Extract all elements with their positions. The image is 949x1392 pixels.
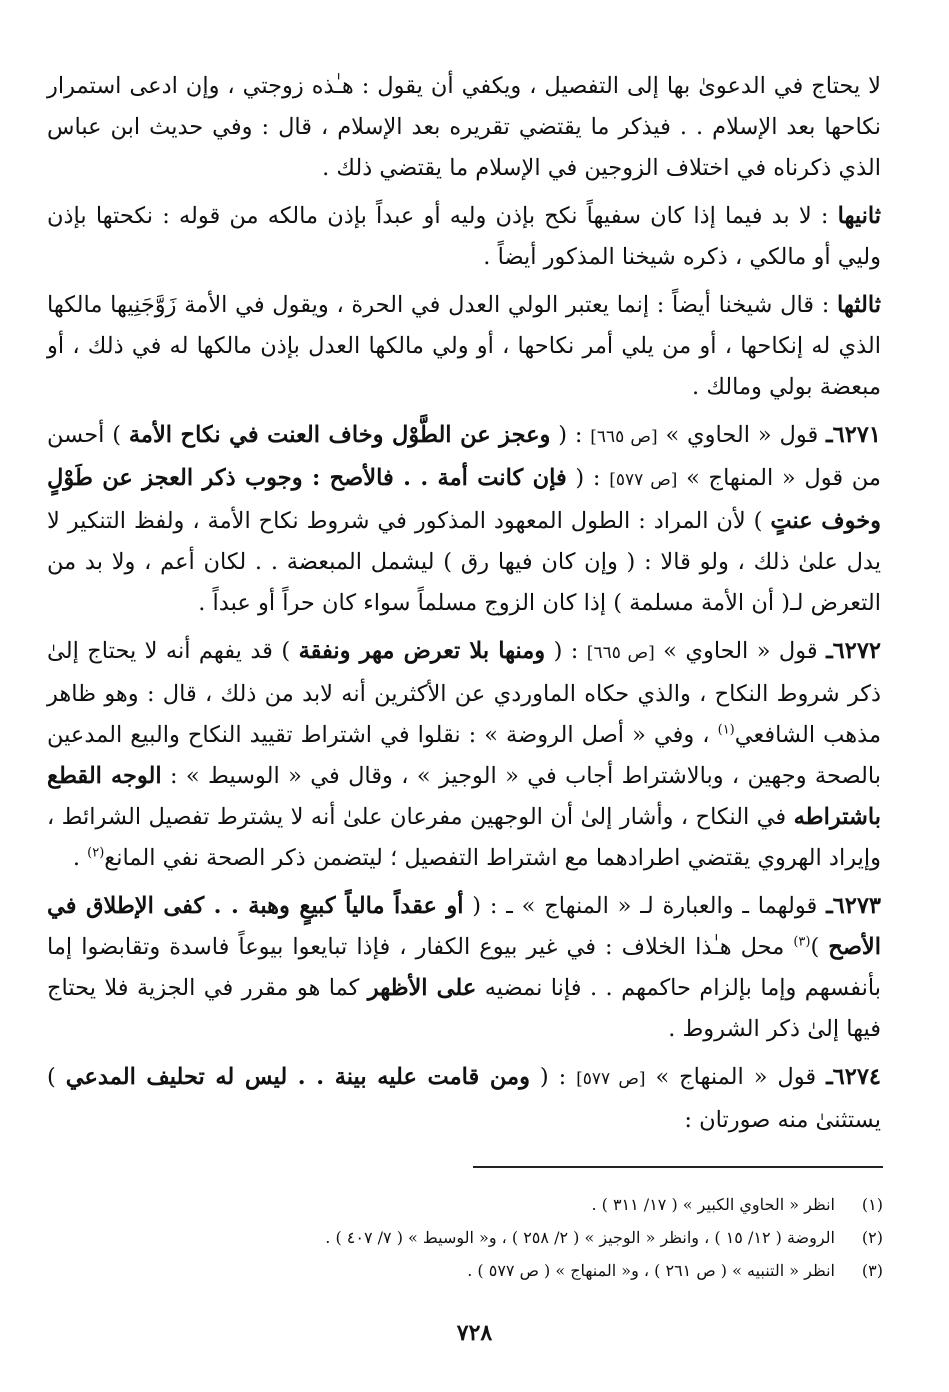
paragraph-6273 (47, 886, 881, 1050)
page-reference: [ص ٥٧٧] (609, 470, 678, 490)
page-reference: [ص ٥٧٧] (576, 1069, 646, 1089)
paragraph-text: : قال شيخنا أيضاً : إنما يعتبر الولي العدل في الحرة ، ويقول في الأمة زَوَّجَنِيها مالكها الذي له إنكاحها ، أو من يلي أمر نكاحها ، أو ولي مالكها العدل بإذن مالكها له في ذلك ، أو مبعضة بولي ومالك . (47, 292, 881, 400)
footnote-number: (٢) (861, 1228, 883, 1247)
quoted-text: على الأظهر (367, 975, 477, 1001)
quoted-text: وعجز عن الطَّوْل وخاف العنت في نكاح الأمة (128, 422, 551, 448)
text-run: قول « الحاوي » (657, 422, 827, 448)
footnote-marker[interactable]: (٢) (87, 845, 105, 861)
paragraph-intro (47, 66, 881, 189)
quoted-text: أو عقداً مالياً كبيعٍ وهبة . . كفى الإطلاق في الأصح (47, 893, 882, 960)
text-run: : ( (566, 465, 610, 491)
footnotes (49, 1188, 883, 1287)
main-text (47, 66, 881, 1148)
text-run: : ( (545, 638, 587, 664)
paragraph-third (47, 285, 881, 408)
footnote-item (49, 1221, 883, 1254)
paragraph-text: : لا بد فيما إذا كان سفيهاً نكح بإذن وليه أو عبداً بإذن مالكه من قوله : نكحتها بإذن وليي أو مالكي ، ذكره شيخنا المذكور أيضاً . (47, 203, 881, 270)
text-run: ) لأن المراد : الطول المعهود المذكور في شروط نكاح الأمة ، ولفظ التنكير لا يدل علىٰ ذلك ، ولو قالا : ( وإن كان فيها رق ) ليشمل المبعضة . . لكان أعم ، ولا بد من التعرض لـ( أن الأمة مسلمة ) إذا كان الزوج مسلماً سواء كان حراً أو عبداً . (47, 508, 881, 616)
quoted-text: ومنها بلا تعرض مهر ونفقة (298, 638, 546, 664)
text-run: ) أحسن من قول « المنهاج » (47, 422, 881, 491)
footnote-text: الروضة ( ١٢/ ١٥ ) ، وانظر « الوجيز » ( ٢/ ٢٥٨ ) ، و« الوسيط » ( ٧/ ٤٠٧ ) . (325, 1228, 835, 1247)
text-run: . (72, 845, 88, 871)
paragraph-text: لا يحتاج في الدعوىٰ بها إلى التفصيل ، ويكفي أن يقول : هـٰذه زوجتي ، وإن ادعى استمرار نكاحها بعد الإسلام . . فيذكر ما يقتضي تقريره بعد الإسلام ، قال : وفي حديث ابن عباس الذي ذكرناه في اختلاف الزوجين في الإسلام ما يقتضي ذلك . (47, 73, 881, 181)
paragraph-6272 (47, 631, 881, 879)
paragraph-lead: ثانيها (837, 203, 882, 229)
page-reference: [ص ٦٦٥] (586, 643, 655, 663)
text-run: في النكاح ، وأشار إلىٰ أن الوجهين مفرعان علىٰ أنه لا يشترط تفصيل الشرائط ، وإيراد الهروي يقتضي اطرادهما مع اشتراط التفصيل ؛ ليتضمن ذكر الصحة نفي المانع (47, 804, 881, 871)
footnote-text: انظر « التنبيه » ( ص ٢٦١ ) ، و« المنهاج » ( ص ٥٧٧ ) . (467, 1261, 835, 1280)
section-number: ٦٢٧٣ـ (826, 893, 881, 919)
footnote-item (49, 1188, 883, 1221)
quoted-text: ومن قامت عليه بينة . . ليس له تحليف المدعي (65, 1064, 530, 1090)
section-number: ٦٢٧١ـ (826, 422, 881, 448)
footnote-number: (١) (861, 1195, 883, 1214)
text-run: كما هو مقرر في الجزية فلا يحتاج فيها إلىٰ ذكر الشروط . (47, 975, 881, 1042)
text-run: ، وفي « أصل الروضة » : نقلوا في اشتراط تقييد النكاح والبيع المدعين بالصحة وجهين ، وبالاشتراط أجاب في « الوجيز » ، وقال في « الوسيط » : (47, 722, 881, 789)
page-reference: [ص ٦٦٥] (590, 427, 658, 447)
text-run: قول « الحاوي » (654, 638, 827, 664)
paragraph-lead: ثالثها (837, 292, 881, 318)
text-run: ) قد يفهم أنه لا يحتاج إلىٰ ذكر شروط النكاح ، والذي حكاه الماوردي عن الأكثرين أنه لابد من ذلك ، قال : وهو ظاهر مذهب الشافعي (47, 638, 882, 748)
text-run: قولهما ـ والعبارة لـ « المنهاج » ـ : ( (463, 893, 827, 919)
quoted-text: فإن كانت أمة . . فالأصح : وجوب ذكر العجز عن طَوْلٍ وخوف عنتٍ (47, 465, 881, 534)
section-number: ٦٢٧٤ـ (826, 1064, 881, 1090)
text-run: ) يستثنىٰ منه صورتان : (47, 1064, 881, 1133)
text-run: ) (810, 934, 829, 960)
footnote-text: انظر « الحاوي الكبير » ( ١٧/ ٣١١ ) . (591, 1195, 835, 1214)
footnote-item (49, 1254, 883, 1287)
paragraph-second (47, 196, 881, 278)
text-run: محل هـٰذا الخلاف : في غير بيوع الكفار ، فإذا تبايعوا بيوعاً فاسدة وتقابضوا إما بأنفسهم وإما بإلزام حاكمهم . . فإنا نمضيه (47, 934, 881, 1001)
text-run: : ( (550, 422, 591, 448)
page-number: ٧٢٨ (456, 1320, 493, 1346)
quoted-text: الوجه القطع باشتراطه (47, 763, 881, 830)
text-run: قول « المنهاج » (645, 1064, 827, 1090)
footnote-divider (473, 1166, 883, 1168)
section-number: ٦٢٧٢ـ (826, 638, 882, 664)
footnote-marker[interactable]: (٣) (793, 934, 811, 950)
paragraph-6271 (47, 415, 881, 624)
footnote-marker[interactable]: (١) (717, 722, 735, 738)
footnote-number: (٣) (861, 1261, 883, 1280)
paragraph-6274 (47, 1057, 881, 1141)
text-run: : ( (529, 1064, 577, 1090)
